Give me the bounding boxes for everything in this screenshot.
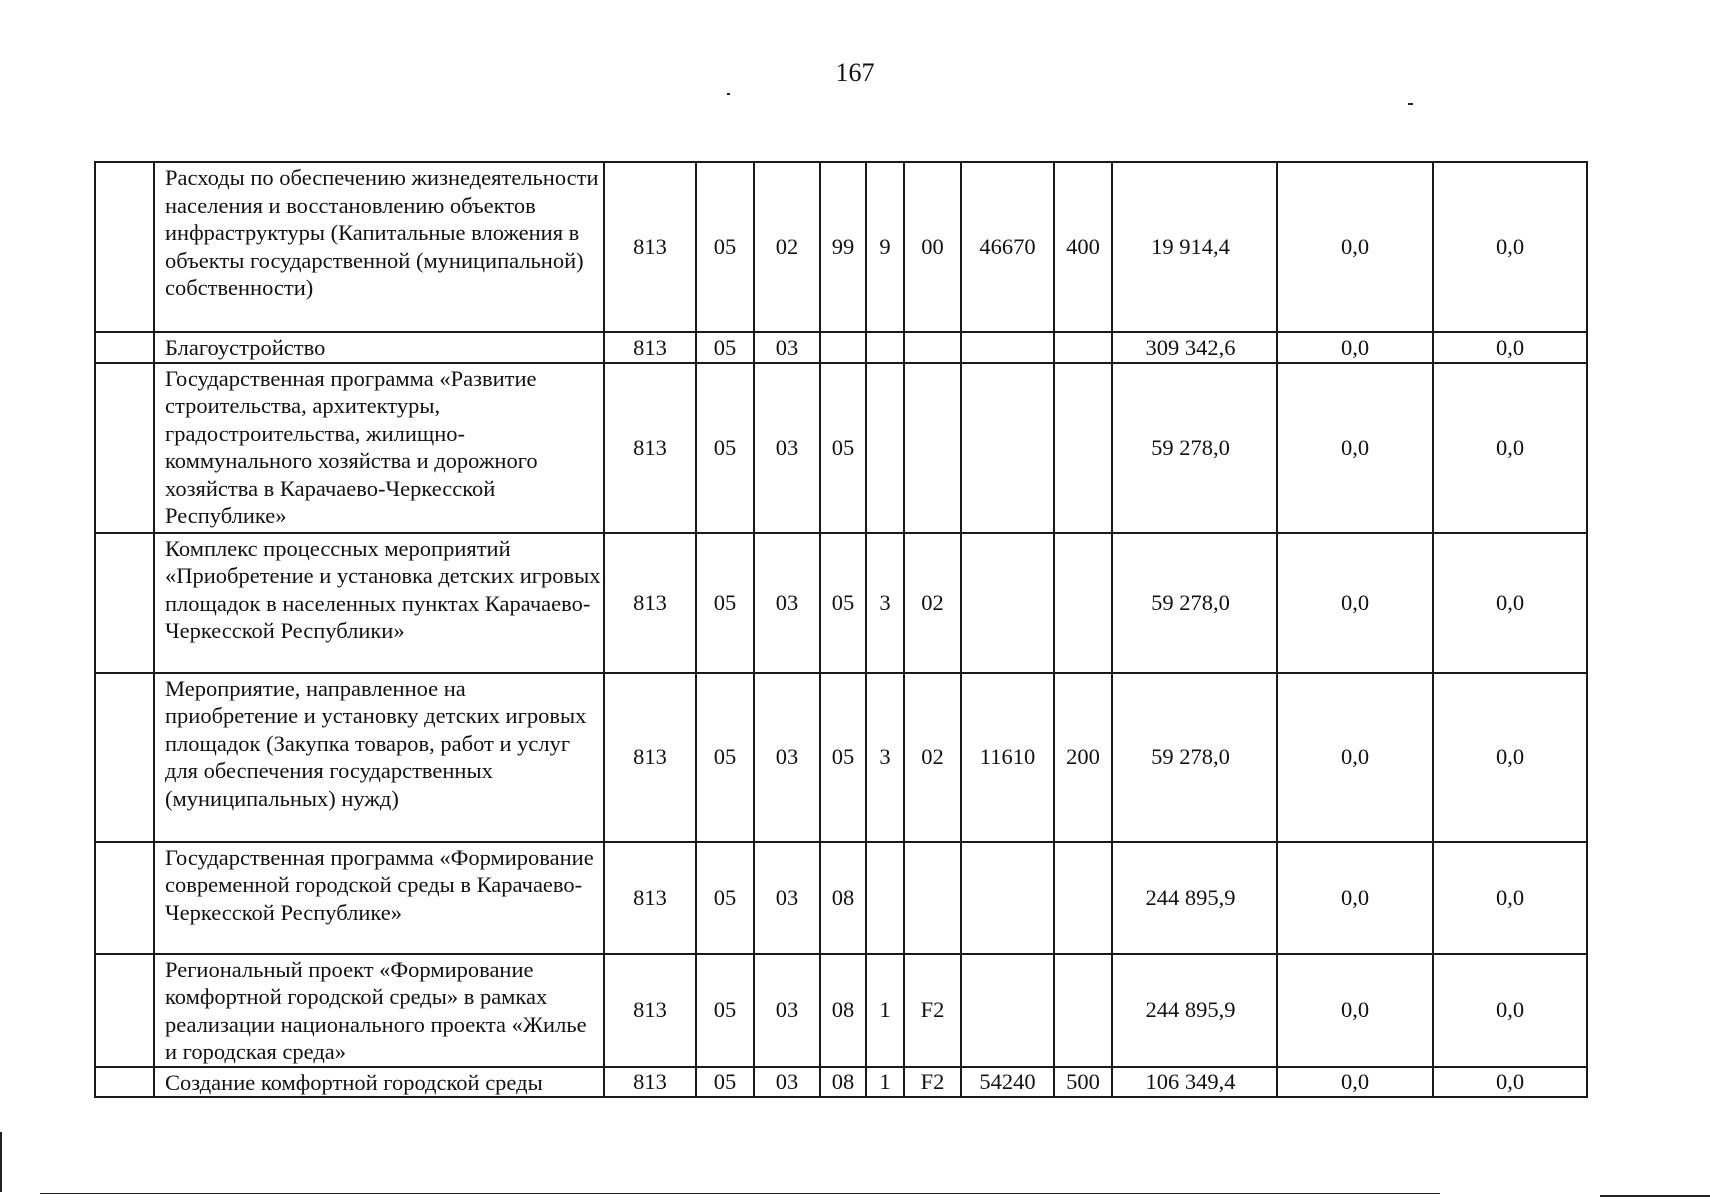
- section-code-cell: 05: [696, 332, 754, 363]
- direction-code-cell: [961, 363, 1054, 533]
- row-index-cell: [95, 1067, 154, 1098]
- expense-type-cell: [1054, 842, 1112, 954]
- amount-2025-cell: 0,0: [1277, 673, 1433, 842]
- program-code-cell: 08: [820, 1067, 866, 1098]
- table-row: [95, 954, 1587, 1067]
- ministry-code-cell: 813: [604, 363, 696, 533]
- table-row: [95, 533, 1587, 673]
- amount-2026-cell: 0,0: [1433, 332, 1587, 363]
- page-number: 167: [835, 58, 875, 87]
- scan-bottom-line-right: [1600, 1195, 1710, 1197]
- row-index-cell: [95, 162, 154, 332]
- section-code-cell: 05: [696, 162, 754, 332]
- direction-code-cell: [961, 842, 1054, 954]
- subprogram-code-cell: 3: [866, 673, 904, 842]
- amount-2024-cell: 244 895,9: [1112, 842, 1277, 954]
- program-code-cell: 08: [820, 842, 866, 954]
- subsection-code-cell: 03: [754, 1067, 820, 1098]
- row-index-cell: [95, 954, 154, 1067]
- amount-2025-cell: 0,0: [1277, 1067, 1433, 1098]
- expense-type-cell: 400: [1054, 162, 1112, 332]
- name-cell: Государственная программа «Формирование современной городской среды в Карачаево-Черкесской Республике»: [154, 842, 604, 954]
- subsection-code-cell: 03: [754, 332, 820, 363]
- ministry-code-cell: 813: [604, 673, 696, 842]
- ministry-code-cell: 813: [604, 842, 696, 954]
- event-code-cell: 02: [904, 533, 961, 673]
- subsection-code-cell: 03: [754, 533, 820, 673]
- subprogram-code-cell: [866, 363, 904, 533]
- event-code-cell: F2: [904, 1067, 961, 1098]
- subprogram-code-cell: [866, 332, 904, 363]
- program-code-cell: 05: [820, 673, 866, 842]
- event-code-cell: 00: [904, 162, 961, 332]
- row-index-cell: [95, 673, 154, 842]
- program-code-cell: [820, 332, 866, 363]
- amount-2025-cell: 0,0: [1277, 954, 1433, 1067]
- row-index-cell: [95, 533, 154, 673]
- name-cell: Создание комфортной городской среды: [154, 1067, 604, 1098]
- scan-bottom-line: [40, 1193, 1440, 1194]
- amount-2026-cell: 0,0: [1433, 363, 1587, 533]
- expense-type-cell: [1054, 954, 1112, 1067]
- ministry-code-cell: 813: [604, 162, 696, 332]
- direction-code-cell: [961, 533, 1054, 673]
- subsection-code-cell: 03: [754, 673, 820, 842]
- event-code-cell: [904, 842, 961, 954]
- subsection-code-cell: 03: [754, 363, 820, 533]
- table-row: [95, 332, 1587, 363]
- subprogram-code-cell: [866, 842, 904, 954]
- name-cell: Государственная программа «Развитие строительства, архитектуры, градостроительства, жилищно-коммунального хозяйства и дорожного хозяйства в Карачаево-Черкесской Республике»: [154, 363, 604, 533]
- ministry-code-cell: 813: [604, 1067, 696, 1098]
- amount-2026-cell: 0,0: [1433, 1067, 1587, 1098]
- amount-2024-cell: 19 914,4: [1112, 162, 1277, 332]
- name-cell: Комплекс процессных мероприятий «Приобретение и установка детских игровых площадок в населенных пунктах Карачаево-Черкесской Республики»: [154, 533, 604, 673]
- section-code-cell: 05: [696, 363, 754, 533]
- program-code-cell: 99: [820, 162, 866, 332]
- expense-type-cell: 500: [1054, 1067, 1112, 1098]
- amount-2025-cell: 0,0: [1277, 332, 1433, 363]
- section-code-cell: 05: [696, 533, 754, 673]
- amount-2025-cell: 0,0: [1277, 162, 1433, 332]
- direction-code-cell: 54240: [961, 1067, 1054, 1098]
- amount-2024-cell: 244 895,9: [1112, 954, 1277, 1067]
- direction-code-cell: 46670: [961, 162, 1054, 332]
- amount-2024-cell: 59 278,0: [1112, 673, 1277, 842]
- subprogram-code-cell: 3: [866, 533, 904, 673]
- scan-margin-line: [0, 1132, 2, 1192]
- expense-type-cell: [1054, 533, 1112, 673]
- program-code-cell: 05: [820, 533, 866, 673]
- row-index-cell: [95, 363, 154, 533]
- amount-2024-cell: 59 278,0: [1112, 533, 1277, 673]
- name-cell: Мероприятие, направленное на приобретение и установку детских игровых площадок (Закупка товаров, работ и услуг для обеспечения государственных (муниципальных) нужд): [154, 673, 604, 842]
- row-index-cell: [95, 332, 154, 363]
- amount-2026-cell: 0,0: [1433, 162, 1587, 332]
- expense-type-cell: 200: [1054, 673, 1112, 842]
- table-row: [95, 162, 1587, 332]
- direction-code-cell: [961, 954, 1054, 1067]
- scan-speck: [1408, 103, 1413, 105]
- program-code-cell: 08: [820, 954, 866, 1067]
- expense-type-cell: [1054, 332, 1112, 363]
- table-body: [95, 162, 1587, 1097]
- event-code-cell: 02: [904, 673, 961, 842]
- table-row: [95, 363, 1587, 533]
- table-row: [95, 673, 1587, 842]
- subprogram-code-cell: 1: [866, 1067, 904, 1098]
- scan-speck: [727, 93, 730, 95]
- subsection-code-cell: 03: [754, 954, 820, 1067]
- amount-2025-cell: 0,0: [1277, 363, 1433, 533]
- direction-code-cell: 11610: [961, 673, 1054, 842]
- amount-2025-cell: 0,0: [1277, 533, 1433, 673]
- amount-2026-cell: 0,0: [1433, 533, 1587, 673]
- amount-2024-cell: 309 342,6: [1112, 332, 1277, 363]
- section-code-cell: 05: [696, 673, 754, 842]
- amount-2024-cell: 106 349,4: [1112, 1067, 1277, 1098]
- name-cell: Благоустройство: [154, 332, 604, 363]
- section-code-cell: 05: [696, 1067, 754, 1098]
- section-code-cell: 05: [696, 842, 754, 954]
- subsection-code-cell: 03: [754, 842, 820, 954]
- row-index-cell: [95, 842, 154, 954]
- ministry-code-cell: 813: [604, 332, 696, 363]
- event-code-cell: [904, 332, 961, 363]
- amount-2024-cell: 59 278,0: [1112, 363, 1277, 533]
- event-code-cell: F2: [904, 954, 961, 1067]
- budget-table: [94, 161, 1588, 1098]
- amount-2026-cell: 0,0: [1433, 842, 1587, 954]
- expense-type-cell: [1054, 363, 1112, 533]
- direction-code-cell: [961, 332, 1054, 363]
- event-code-cell: [904, 363, 961, 533]
- subprogram-code-cell: 9: [866, 162, 904, 332]
- table-row: [95, 842, 1587, 954]
- name-cell: Региональный проект «Формирование комфортной городской среды» в рамках реализации национального проекта «Жилье и городская среда»: [154, 954, 604, 1067]
- table-row: [95, 1067, 1587, 1098]
- amount-2026-cell: 0,0: [1433, 673, 1587, 842]
- name-cell: Расходы по обеспечению жизнедеятельности населения и восстановлению объектов инфраструктуры (Капитальные вложения в объекты государственной (муниципальной) собственности): [154, 162, 604, 332]
- program-code-cell: 05: [820, 363, 866, 533]
- amount-2025-cell: 0,0: [1277, 842, 1433, 954]
- amount-2026-cell: 0,0: [1433, 954, 1587, 1067]
- subprogram-code-cell: 1: [866, 954, 904, 1067]
- section-code-cell: 05: [696, 954, 754, 1067]
- subsection-code-cell: 02: [754, 162, 820, 332]
- ministry-code-cell: 813: [604, 533, 696, 673]
- ministry-code-cell: 813: [604, 954, 696, 1067]
